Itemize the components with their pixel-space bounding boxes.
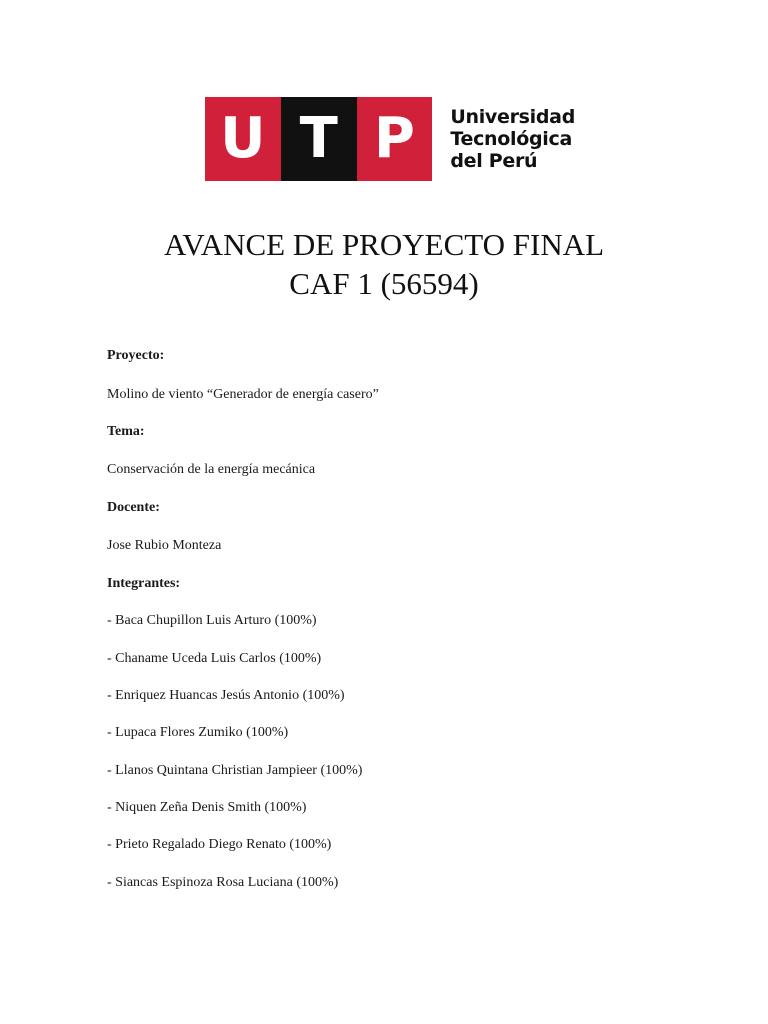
utp-logo bbox=[205, 97, 575, 181]
integrante-item: - Enriquez Huancas Jesús Antonio (100%) bbox=[107, 688, 345, 703]
integrante-item: - Prieto Regalado Diego Renato (100%) bbox=[107, 837, 332, 852]
logo-university-name bbox=[450, 97, 575, 181]
integrante-item: - Lupaca Flores Zumiko (100%) bbox=[107, 725, 289, 740]
tema-value: Conservación de la energía mecánica bbox=[107, 462, 316, 477]
logo-name-line-2: Tecnológica bbox=[450, 128, 572, 150]
integrante-item: - Baca Chupillon Luis Arturo (100%) bbox=[107, 613, 317, 628]
tema-label: Tema: bbox=[107, 424, 145, 439]
proyecto-value: Molino de viento “Generador de energía casero” bbox=[107, 387, 379, 402]
logo-name-line-3: del Perú bbox=[450, 150, 538, 172]
logo-letter-p: P bbox=[357, 97, 433, 181]
integrante-item: - Siancas Espinoza Rosa Luciana (100%) bbox=[107, 875, 339, 890]
docente-value: Jose Rubio Monteza bbox=[107, 538, 222, 553]
integrante-item: - Niquen Zeña Denis Smith (100%) bbox=[107, 800, 307, 815]
logo-letter-t: T bbox=[281, 97, 357, 181]
integrantes-label: Integrantes: bbox=[107, 576, 181, 591]
proyecto-label: Proyecto: bbox=[107, 348, 165, 363]
integrante-item: - Chaname Uceda Luis Carlos (100%) bbox=[107, 651, 322, 666]
logo-letter-u: U bbox=[205, 97, 281, 181]
document-title: AVANCE DE PROYECTO FINAL bbox=[163, 227, 605, 262]
document-subtitle: CAF 1 (56594) bbox=[289, 266, 479, 301]
logo-name-line-1: Universidad bbox=[450, 106, 575, 128]
integrante-item: - Llanos Quintana Christian Jampieer (100%) bbox=[107, 763, 363, 778]
docente-label: Docente: bbox=[107, 500, 160, 515]
